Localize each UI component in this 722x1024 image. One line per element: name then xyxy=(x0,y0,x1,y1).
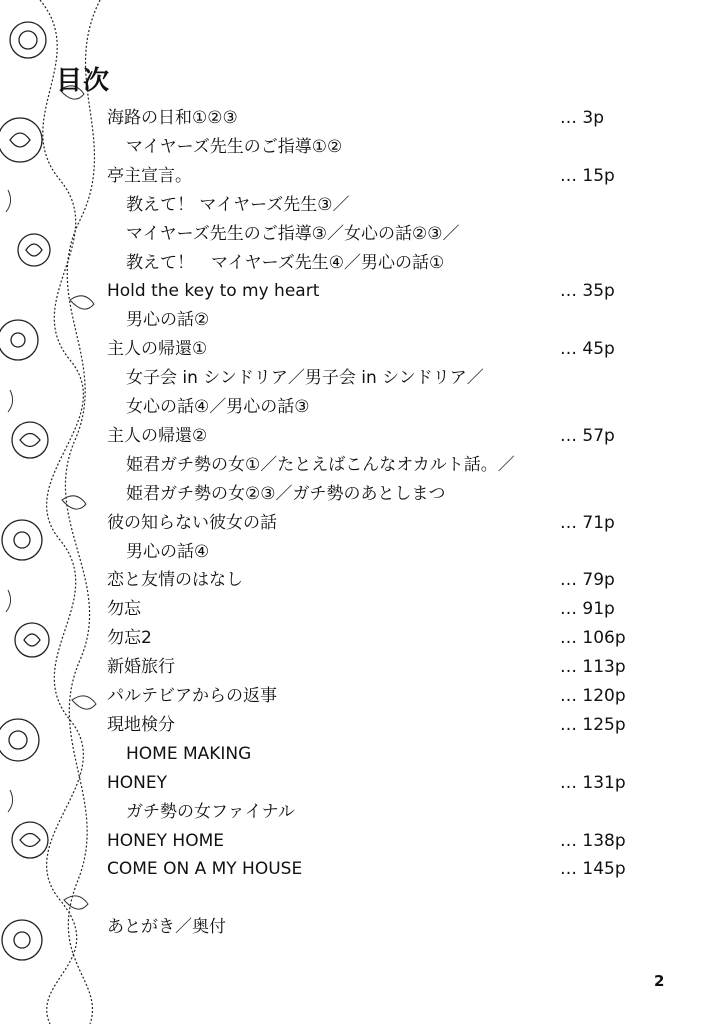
toc-entry xyxy=(0,740,722,768)
toc-entry xyxy=(0,682,722,710)
toc-entry xyxy=(0,913,722,941)
toc-entry-title: 海路の日和①②③ xyxy=(107,108,238,128)
toc-entry xyxy=(0,393,722,421)
toc-entry-title: 女心の話④／男心の話③ xyxy=(126,397,310,417)
toc-entry-page: … 113p xyxy=(560,657,626,678)
toc-entry xyxy=(0,509,722,537)
toc-entry-title: 教えて！ マイヤーズ先生③／ xyxy=(126,194,350,215)
toc-entry-title: 勿忘 xyxy=(107,599,141,620)
toc-entry xyxy=(0,133,722,161)
toc-entry xyxy=(0,104,722,132)
toc-entry xyxy=(0,711,722,739)
toc-entry-page: … 3p xyxy=(560,108,605,128)
toc-entry-title: 姫君ガチ勢の女②③／ガチ勢のあとしまつ xyxy=(126,483,446,504)
toc-entry-title: マイヤーズ先生のご指導③／女心の話②③／ xyxy=(126,223,460,244)
toc-entry-title: 恋と友情のはなし xyxy=(107,570,243,591)
toc-entry xyxy=(0,798,722,826)
toc-entry-page: … 35p xyxy=(560,281,615,302)
toc-entry xyxy=(0,220,722,248)
toc-entry-title: COME ON A MY HOUSE xyxy=(107,859,303,880)
toc-entry-title: 主人の帰還① xyxy=(107,339,208,360)
toc-entry xyxy=(0,422,722,450)
toc-entry xyxy=(0,595,722,623)
toc-entry xyxy=(0,538,722,566)
toc-entry-title: 現地検分 xyxy=(107,714,175,735)
toc-entry-page: … 106p xyxy=(560,628,626,649)
page-number: 2 xyxy=(654,972,665,990)
toc-entry xyxy=(0,480,722,508)
toc-entry-title: マイヤーズ先生のご指導①② xyxy=(126,136,343,157)
toc-entry xyxy=(0,306,722,334)
toc-entry-title: 姫君ガチ勢の女①／たとえばこんなオカルト話。／ xyxy=(126,454,515,475)
toc-entry-title: 主人の帰還② xyxy=(107,425,208,446)
toc-entry-page: … 15p xyxy=(560,165,615,186)
toc-entry xyxy=(0,277,722,305)
toc-entry xyxy=(0,624,722,652)
page-title: 目次 xyxy=(56,66,111,96)
toc-entry-title: 男心の話② xyxy=(126,310,210,331)
toc-entry-title: あとがき／奥付 xyxy=(107,917,226,938)
toc-entry-page: … 120p xyxy=(560,686,626,706)
toc-entry xyxy=(0,884,722,912)
toc-entry xyxy=(0,653,722,681)
toc-entry xyxy=(0,364,722,392)
toc-entry-page: … 138p xyxy=(560,830,626,851)
toc-entry-page: … 91p xyxy=(560,599,615,620)
toc-entry xyxy=(0,451,722,479)
toc-entry xyxy=(0,566,722,594)
toc-entry-page: … 79p xyxy=(560,570,615,591)
toc-entry-title: HONEY HOME xyxy=(107,830,224,851)
toc-entry xyxy=(0,769,722,797)
toc-entry-title: HONEY xyxy=(107,772,168,793)
toc-entry-title: 男心の話④ xyxy=(126,541,210,562)
toc-entry-title: パルテビアからの返事 xyxy=(107,686,277,706)
toc-entry-page: … 57p xyxy=(560,425,615,446)
toc-entry-title: HOME MAKING xyxy=(126,743,252,764)
toc-entry-title: 勿忘2 xyxy=(107,628,152,649)
toc-entry-title: 彼の知らない彼女の話 xyxy=(107,512,277,533)
toc-entry-page: … 131p xyxy=(560,772,626,793)
toc-entry xyxy=(0,335,722,363)
toc-entry-title: 亭主宣言。 xyxy=(107,165,192,186)
toc-entry xyxy=(0,162,722,190)
toc-entry-page: … 45p xyxy=(560,339,615,360)
toc-entry-title: 教えて！ マイヤーズ先生④／男心の話① xyxy=(126,252,445,273)
toc-entry xyxy=(0,855,722,883)
toc-entry-page: … 71p xyxy=(560,512,615,533)
toc-entry-title: ガチ勢の女ファイナル xyxy=(126,801,295,822)
toc-entry-title: 新婚旅行 xyxy=(107,657,175,678)
toc-entry-page: … 145p xyxy=(560,859,626,880)
toc-entry xyxy=(0,191,722,219)
toc-entry-title: Hold the key to my heart xyxy=(107,281,320,302)
toc-entry-title: 女子会 in シンドリア／男子会 in シンドリア／ xyxy=(126,368,484,389)
toc-entry xyxy=(0,249,722,277)
toc-entry xyxy=(0,827,722,855)
toc-entry-page: … 125p xyxy=(560,714,626,735)
